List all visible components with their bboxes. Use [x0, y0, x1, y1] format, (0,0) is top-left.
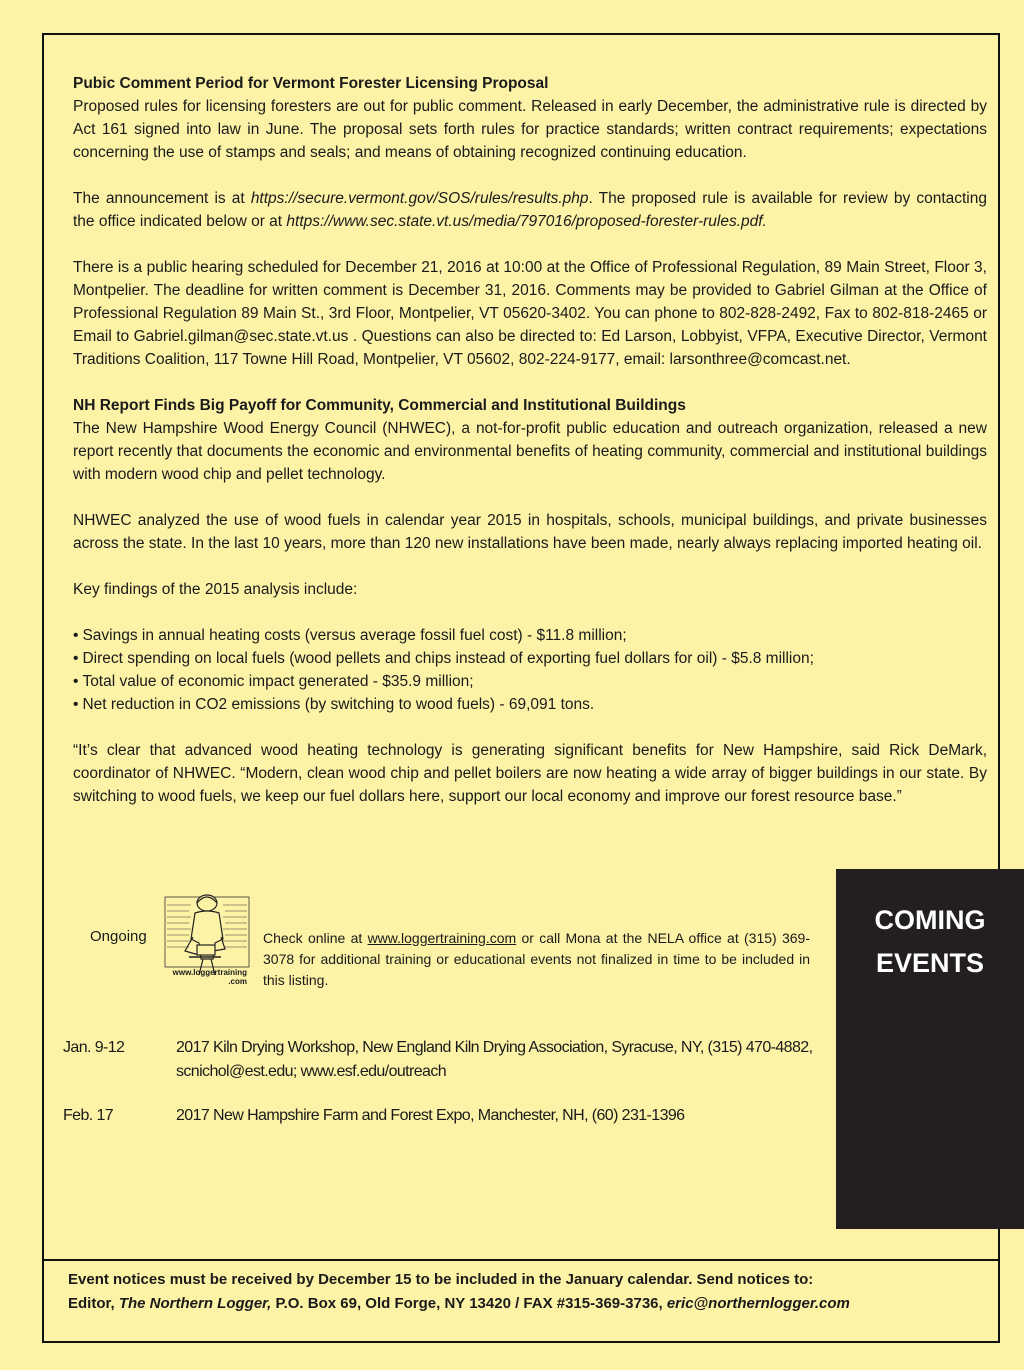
- event-date: Jan. 9-12: [63, 1039, 125, 1056]
- article1-p2-text-b: . The proposed rule is available for review by contacting the office indicated below or at: [73, 190, 987, 230]
- ongoing-text-b: or call Mona at the NELA office at (315) 369-3078 for additional training or educational events not finalized in time to be included in this listing.: [263, 930, 810, 988]
- article2-paragraph-2: NHWEC analyzed the use of wood fuels in calendar year 2015 in hospitals, schools, municipal buildings, and private businesses across the state. In the last 10 years, more than 120 new installations have been made, nearly always replacing imported heating oil.: [73, 512, 987, 552]
- event-date: Feb. 17: [63, 1107, 114, 1124]
- footer-line1: Event notices must be received by December 15 to be included in the January calendar. Send notices to:: [68, 1271, 814, 1288]
- finding-item: • Direct spending on local fuels (wood pellets and chips instead of exporting fuel dollars for oil) - $5.8 million;: [73, 647, 987, 670]
- finding-item: • Net reduction in CO2 emissions (by switching to wood fuels) - 69,091 tons.: [73, 693, 987, 716]
- event-description: 2017 New Hampshire Farm and Forest Expo, Manchester, NH, (60) 231-1396: [176, 1107, 685, 1124]
- publication-name: The Northern Logger,: [118, 1295, 272, 1312]
- logo-caption: [167, 968, 247, 986]
- editor-email[interactable]: eric@northernlogger.com: [666, 1295, 850, 1312]
- footer-line2: [68, 1292, 998, 1316]
- coming-events-banner: [836, 869, 1024, 1229]
- event-description: 2017 Kiln Drying Workshop, New England Kiln Drying Association, Syracuse, NY, (315) 470-4882, scnichol@est.edu; www.esf.edu/outreach: [176, 1039, 813, 1080]
- submission-notice: [68, 1268, 998, 1316]
- footer-editor: Editor,: [68, 1295, 119, 1312]
- article1-paragraph-1: Proposed rules for licensing foresters are out for public comment. Released in early December, the administrative rule is directed by Act 161 signed into law in June. The proposal sets forth rules for practice standards; written contract requirements; expectations concerning the use of stamps and seals; and means of obtaining recognized continuing education.: [73, 98, 987, 161]
- event-item: [63, 1104, 853, 1130]
- article2-paragraph-1: The New Hampshire Wood Energy Council (NHWEC), a not-for-profit public education and outreach organization, released a new report recently that documents the economic and environmental benefits of heating community, commercial and institutional buildings with modern wood chip and pellet technology.: [73, 420, 987, 483]
- article2-paragraph-3: Key findings of the 2015 analysis include:: [73, 581, 358, 598]
- article1-heading: Pubic Comment Period for Vermont Forester Licensing Proposal: [73, 75, 549, 92]
- event-item: [63, 1036, 853, 1086]
- findings-list: [73, 624, 987, 716]
- article1-paragraph-2: [73, 187, 987, 233]
- logo-caption-line1: www.loggertraining: [172, 968, 247, 977]
- article2-quote: “It’s clear that advanced wood heating technology is generating significant benefits for New Hampshire, said Rick DeMark, coordinator of NHWEC. “Modern, clean wood chip and pellet boilers are now heating a wide array of bigger buildings in our state. By switching to wood fuels, we keep our fuel dollars here, support our local economy and improve our forest resource base.”: [73, 742, 987, 805]
- footer-address: P.O. Box 69, Old Forge, NY 13420 / FAX #315-369-3736,: [271, 1295, 667, 1312]
- ongoing-description: [263, 928, 810, 991]
- finding-item: • Savings in annual heating costs (versus average fossil fuel cost) - $11.8 million;: [73, 624, 987, 647]
- logo-caption-line2: .com: [228, 977, 247, 986]
- article1-paragraph-3: There is a public hearing scheduled for December 21, 2016 at 10:00 at the Office of Professional Regulation, 89 Main Street, Floor 3, Montpelier. The deadline for written comment is December 31, 2016. Comments may be provided to Gabriel Gilman at the Office of Professional Regulation 89 Main St., 3rd Floor, Montpelier, VT 05620-3402. You can phone to 802-828-2492, Fax to 802-818-2465 or Email to Gabriel.gilman@sec.state.vt.us . Questions can also be directed to: Ed Larson, Lobbyist, VFPA, Executive Director, Vermont Traditions Coalition, 117 Towne Hill Road, Montpelier, VT 05602, 802-224-9177, email: larsonthree@comcast.net.: [73, 259, 987, 368]
- coming-events-line1: COMING: [874, 905, 986, 935]
- proposed-rules-url[interactable]: https://www.sec.state.vt.us/media/797016/proposed-forester-rules.pdf.: [286, 213, 767, 230]
- announcement-url[interactable]: https://secure.vermont.gov/SOS/rules/results.php: [250, 190, 589, 207]
- ongoing-label: Ongoing: [90, 928, 147, 945]
- ongoing-text-a: Check online at: [263, 930, 368, 946]
- article1-p2-text-a: The announcement is at: [73, 190, 251, 207]
- finding-item: • Total value of economic impact generated - $35.9 million;: [73, 670, 987, 693]
- loggertraining-link[interactable]: www.loggertraining.com: [367, 930, 517, 946]
- article2-heading: NH Report Finds Big Payoff for Community, Commercial and Institutional Buildings: [73, 397, 686, 414]
- articles: [73, 72, 987, 831]
- footer-divider: [44, 1259, 998, 1261]
- coming-events-line2: EVENTS: [875, 948, 985, 978]
